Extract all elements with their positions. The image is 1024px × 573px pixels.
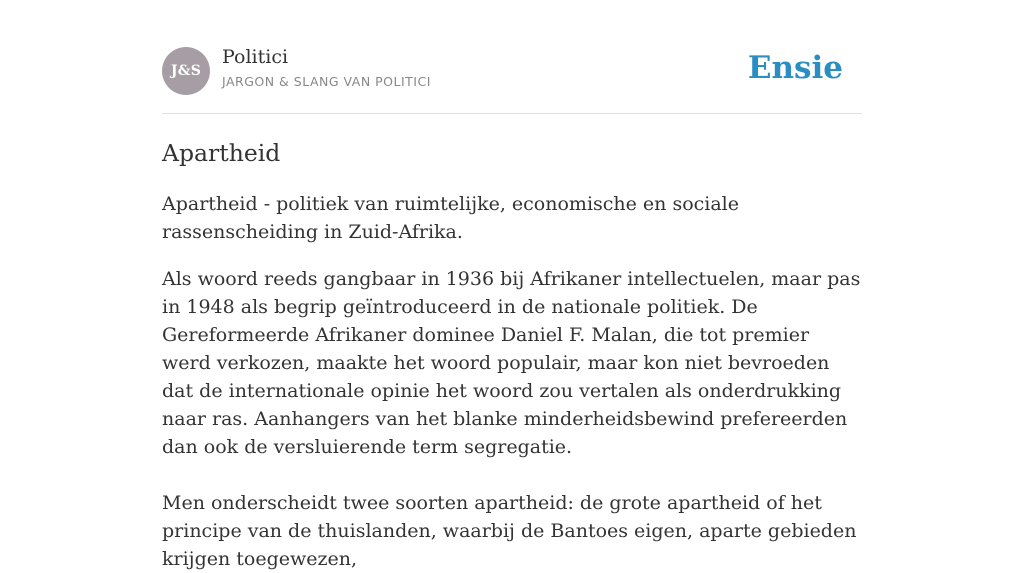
article-paragraph-history: Als woord reeds gangbaar in 1936 bij Afrikaner intellectuelen, maar pas in 1948 als begrip geïntroduceerd in de nationale politiek. De Gereformeerde Afrikaner dominee Daniel F. Malan, die tot premier werd verkozen, maakte het woord populair, maar kon niet bevroeden dat de internationale opinie het woord zou vertalen als onderdrukking naar ras. Aanhangers van het blanke minderheidsbewind prefereerden dan ook de versluierende term segregatie. xyxy=(162,268,861,458)
article-title: Apartheid xyxy=(162,139,281,167)
article-paragraph-types: Men onderscheidt twee soorten apartheid: de grote apartheid of het principe van de thuislanden, waarbij de Bantoes eigen, aparte gebieden krijgen toegewezen, xyxy=(162,492,857,570)
ensie-logo-link[interactable]: Ensie xyxy=(747,50,843,86)
source-avatar[interactable] xyxy=(162,47,210,95)
header-divider xyxy=(162,113,862,114)
source-title-link[interactable]: Politici xyxy=(222,46,289,68)
source-header xyxy=(162,46,862,96)
source-subtitle: JARGON & SLANG VAN POLITICI xyxy=(222,74,431,89)
article-paragraph-definition: Apartheid - politiek van ruimtelijke, economische en sociale rassenscheiding in Zuid-Afrika. xyxy=(162,193,740,243)
article-content xyxy=(162,136,862,573)
avatar-initials: J&S xyxy=(170,63,202,79)
